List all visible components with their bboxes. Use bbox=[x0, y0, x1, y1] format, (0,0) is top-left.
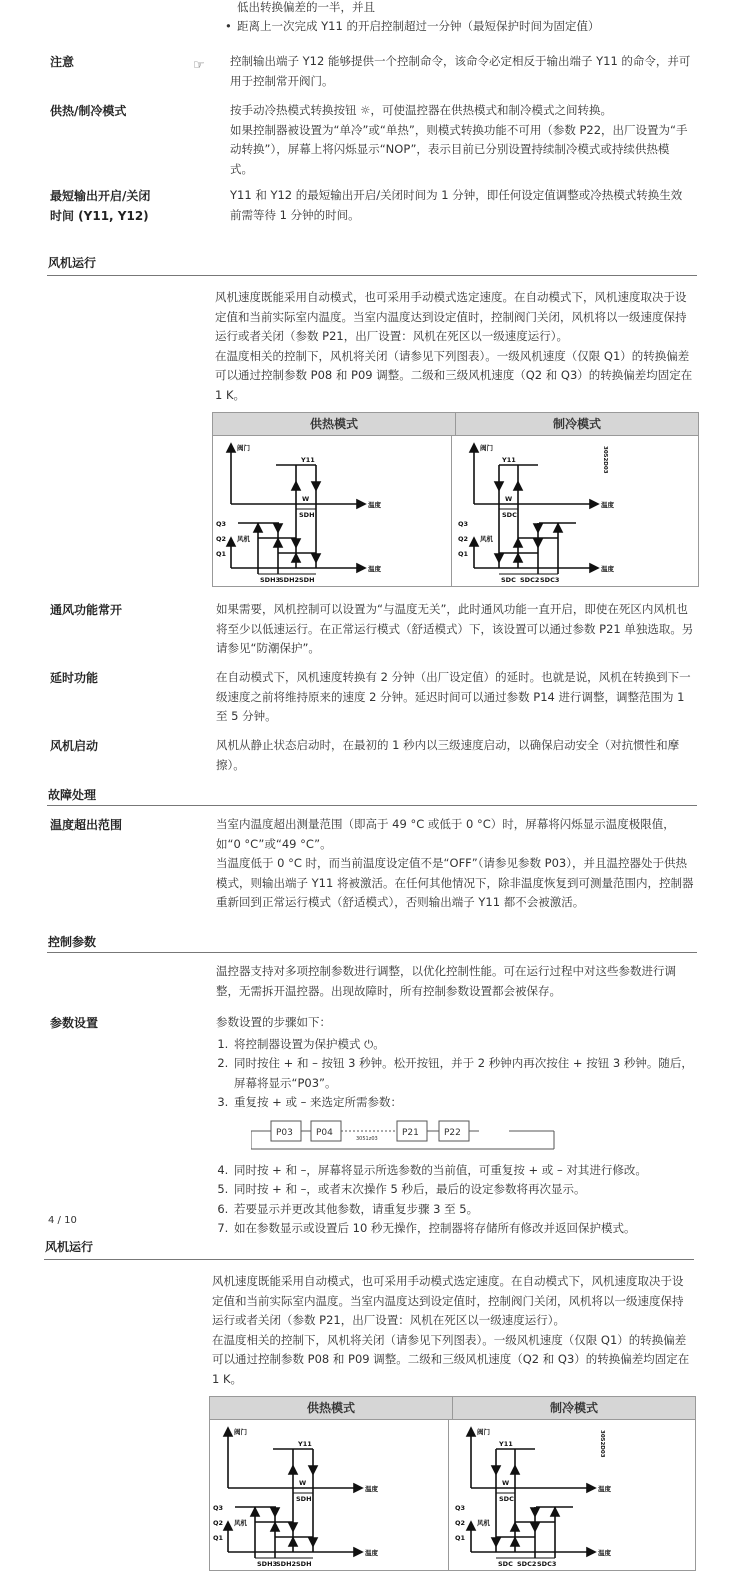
paragraph: 当室内温度超出测量范围（即高于 49 °C 或低于 0 °C）时，屏幕将闪烁显示温度极限值，如“0 °C”或“49 °C”。 bbox=[216, 817, 675, 851]
sdc-label: SDC bbox=[498, 1560, 513, 1568]
min-output-text: Y11 和 Y12 的最短输出开启/关闭时间为 1 分钟，即任何设定值调整或冷热模式转换生效前需等待 1 分钟的时间。 bbox=[230, 188, 683, 222]
temp-axis-label: 温度 bbox=[365, 1485, 378, 1493]
section-heading: 风机运行 bbox=[48, 256, 97, 270]
step: 3. 重复按 + 或 – 来选定所需参数： bbox=[232, 1093, 694, 1113]
fan-curve bbox=[235, 1507, 317, 1558]
q3-label: Q3 bbox=[458, 520, 469, 528]
sdc2-label: SDC2 bbox=[517, 1560, 537, 1568]
sdh-label: SDH bbox=[296, 1495, 312, 1503]
sdc-label: SDC bbox=[501, 576, 516, 584]
delay-text: 在自动模式下，风机速度转换有 2 分钟（出厂设定值）的延时。也就是说，风机在转换到下一级速度之前将维持原来的速度 2 分钟。延迟时间可以通过参数 P14 进行调整，调整范围为 1 至 5 分钟。 bbox=[216, 670, 691, 723]
paragraph: 风机速度既能采用自动模式，也可采用手动模式选定速度。在自动模式下，风机速度取决于设定值和当前实际室内温度。当室内温度达到设定值时，控制阀门关闭，风机将以一级速度保持运行或者关闭（参数 P21，出厂设置：风机在死区以一级速度运行）。 bbox=[212, 1274, 684, 1327]
param-p21: P21 bbox=[402, 1127, 419, 1138]
param-p22: P22 bbox=[444, 1127, 461, 1138]
param-setting-label: 参数设置 bbox=[50, 1016, 99, 1030]
page-number: 4 / 10 bbox=[48, 1215, 77, 1226]
y11-label: Y11 bbox=[301, 456, 315, 464]
temp-axis-label: 温度 bbox=[598, 1549, 611, 1557]
text: 如果控制器被设置为“单冷”或“单热”，则模式转换功能不可用（参数 P22，出厂设置为“手动转换”），屏幕上将闪烁显示“NOP”，表示目前已分别设置持续制冷模式或持续供热模式。 bbox=[230, 122, 688, 176]
temp-out-of-range-label: 温度超出范围 bbox=[50, 818, 123, 832]
sdh2-label: SDH2 bbox=[276, 1560, 297, 1568]
text: ，可使温控器在供热模式和制冷模式之间转换。 bbox=[370, 103, 612, 117]
cooling-diagram-svg bbox=[449, 1420, 695, 1570]
temp-axis-label: 温度 bbox=[598, 1485, 611, 1493]
fan-operation-text bbox=[212, 1272, 690, 1389]
step: 4. 同时按 + 和 –，屏幕将显示所选参数的当前值，可重复按 + 或 – 对其进行修改。 bbox=[232, 1161, 694, 1181]
fan-curve bbox=[238, 523, 320, 574]
y11-label: Y11 bbox=[298, 1440, 312, 1448]
heat-cool-mode-text bbox=[230, 101, 692, 179]
step: 1. 将控制器设置为保护模式 ⏻。 bbox=[232, 1035, 694, 1055]
ventilation-label: 通风功能常开 bbox=[50, 603, 123, 617]
delay-label: 延时功能 bbox=[50, 671, 99, 685]
sdc-label: SDC bbox=[502, 511, 517, 519]
temp-axis-label: 温度 bbox=[368, 501, 381, 509]
section-divider bbox=[44, 1259, 694, 1260]
sdh2-label: SDH2 bbox=[279, 576, 300, 584]
fan-start-label: 风机启动 bbox=[50, 739, 99, 753]
paragraph: 风机速度既能采用自动模式，也可采用手动模式选定速度。在自动模式下，风机速度取决于设定值和当前实际室内温度。当室内温度达到设定值时，控制阀门关闭，风机将以一级速度保持运行或者关闭（参数 P21，出厂设置：风机在死区以一级速度运行）。 bbox=[215, 290, 687, 343]
fan-start-text: 风机从静止状态启动时，在最初的 1 秒内以三级速度启动，以确保启动安全（对抗惯性和摩擦）。 bbox=[216, 738, 680, 772]
heating-diagram-svg bbox=[213, 436, 451, 586]
q1-label: Q1 bbox=[216, 550, 227, 558]
figure-code: 3052D03 bbox=[602, 446, 608, 474]
fan-axis-label: 风机 bbox=[234, 1519, 247, 1527]
ventilation-text: 如果需要，风机控制可以设置为“与温度无关”，此时通风功能一直开启，即使在死区内风机也将至少以低速运行。在正常运行模式（舒适模式）下，该设置可以通过参数 P21 单独选取。另请参见“防潮保护”。 bbox=[216, 602, 694, 655]
setpoint-w-label: W bbox=[505, 495, 513, 503]
sdc-label: SDC bbox=[499, 1495, 514, 1503]
cooling-diagram-svg bbox=[452, 436, 698, 586]
y11-label: Y11 bbox=[499, 1440, 513, 1448]
q2-label: Q2 bbox=[458, 535, 469, 543]
y11-label: Y11 bbox=[502, 456, 516, 464]
fan-axis-label: 风机 bbox=[477, 1519, 490, 1527]
temp-axis-label: 温度 bbox=[368, 565, 381, 573]
fan-operation-text bbox=[215, 288, 693, 405]
temp-axis-label: 温度 bbox=[601, 565, 614, 573]
fan-axis-label: 风机 bbox=[237, 535, 250, 543]
sdh-label: SDH bbox=[299, 511, 315, 519]
sdc3-label: SDC3 bbox=[537, 1560, 557, 1568]
text: 按手动冷热模式转换按钮 bbox=[230, 103, 361, 117]
fan-curve bbox=[495, 523, 576, 574]
sdh-label: SDH bbox=[296, 1560, 312, 1568]
section-divider bbox=[47, 275, 697, 276]
paragraph: 当温度低于 0 °C 时，而当前温度设定值不是“OFF”（请参见参数 P03），并且温控器处于供热模式，则输出端子 Y11 将被激活。在任何其他情况下，除非温度恢复到可测量范围内，控制器重新回到正常运行模式（舒适模式），否则输出端子 Y11 都不会被激活。 bbox=[216, 856, 694, 909]
label-line: 最短输出开启/关闭 bbox=[50, 189, 151, 203]
step: 7. 如在参数显示或设置后 10 秒无操作，控制器将存储所有修改并返回保护模式。 bbox=[232, 1219, 694, 1239]
valve-axis-label: 阀门 bbox=[234, 1428, 247, 1436]
q2-label: Q2 bbox=[216, 535, 227, 543]
q2-label: Q2 bbox=[455, 1519, 466, 1527]
step: 5. 同时按 + 和 –，或者末次操作 5 秒后，最后的设定参数将再次显示。 bbox=[232, 1180, 694, 1200]
cooling-mode-header: 制冷模式 bbox=[549, 1401, 598, 1415]
pointing-hand-icon: ☞ bbox=[193, 58, 205, 73]
setpoint-w-label: W bbox=[299, 1479, 307, 1487]
continuation-line: 低出转换偏差的一半，并且 bbox=[237, 0, 375, 14]
heating-mode-diagram bbox=[213, 436, 452, 586]
q3-label: Q3 bbox=[213, 1504, 224, 1512]
q3-label: Q3 bbox=[216, 520, 227, 528]
min-output-label bbox=[50, 186, 150, 226]
step: 2. 同时按住 + 和 – 按钮 3 秒钟。松开按钮，并于 2 秒钟内再次按住 + 按钮 3 秒钟。随后，屏幕将显示“P03”。 bbox=[232, 1054, 694, 1093]
parameter-flow-diagram bbox=[216, 1113, 694, 1161]
heating-mode-header: 供热模式 bbox=[213, 413, 456, 435]
cooling-mode-diagram bbox=[449, 1420, 695, 1570]
step: 6. 若要显示并更改其他参数，请重复步骤 3 至 5。 bbox=[232, 1200, 694, 1220]
sdh-label: SDH bbox=[299, 576, 315, 584]
note-label: 注意 bbox=[50, 55, 75, 69]
valve-axis-label: 阀门 bbox=[480, 444, 493, 452]
q1-label: Q1 bbox=[213, 1534, 224, 1542]
sdc3-label: SDC3 bbox=[540, 576, 560, 584]
section-divider bbox=[47, 805, 697, 806]
temp-axis-label: 温度 bbox=[601, 501, 614, 509]
paragraph: 在温度相关的控制下，风机将关闭（请参见下列图表）。一级风机速度（仅限 Q1）的转换偏差可以通过控制参数 P08 和 P09 调整。二级和三级风机速度（Q2 和 Q3）的转换偏差均固定在 1 K。 bbox=[215, 348, 693, 402]
setpoint-w-label: W bbox=[302, 495, 310, 503]
steps-intro: 参数设置的步骤如下： bbox=[216, 1015, 331, 1029]
section-divider bbox=[47, 952, 697, 953]
param-setting-steps bbox=[216, 1013, 694, 1239]
mode-switch-icon: ☼ bbox=[360, 103, 371, 117]
label-line: 时间 (Y11, Y12) bbox=[50, 209, 149, 223]
heat-cool-mode-label: 供热/制冷模式 bbox=[50, 104, 127, 118]
section-heading: 故障处理 bbox=[48, 788, 97, 802]
heating-diagram-svg bbox=[210, 1420, 448, 1570]
param-p04: P04 bbox=[316, 1127, 333, 1138]
sdh3-label: SDH3 bbox=[257, 1560, 278, 1568]
fan-operation-section-repeat bbox=[0, 1238, 747, 1568]
q3-label: Q3 bbox=[455, 1504, 466, 1512]
cooling-mode-header: 制冷模式 bbox=[552, 417, 601, 431]
temp-axis-label: 温度 bbox=[365, 1549, 378, 1557]
bullet-item: • 距离上一次完成 Y11 的开启控制超过一分钟（最短保护时间为固定值） bbox=[237, 17, 699, 37]
heating-mode-diagram bbox=[210, 1420, 449, 1570]
q2-label: Q2 bbox=[213, 1519, 224, 1527]
temp-out-of-range-text bbox=[216, 815, 694, 913]
note-text: 控制输出端子 Y12 能够提供一个控制命令，该命令必定相反于输出端子 Y11 的命令，并可用于控制常开阀门。 bbox=[230, 54, 691, 88]
figure-code: 3051z03 bbox=[356, 1135, 378, 1142]
fan-operation-section bbox=[0, 254, 750, 589]
control-params-intro: 温控器支持对多项控制参数进行调整，以优化控制性能。可在运行过程中对这些参数进行调整，无需拆开温控器。出现故障时，所有控制参数设置都会被保存。 bbox=[216, 964, 676, 998]
param-p03: P03 bbox=[276, 1127, 293, 1138]
mode-diagram-table bbox=[209, 1396, 696, 1571]
cooling-mode-diagram bbox=[452, 436, 698, 586]
setpoint-w-label: W bbox=[502, 1479, 510, 1487]
figure-code: 3052D03 bbox=[599, 1430, 605, 1458]
valve-axis-label: 阀门 bbox=[477, 1428, 490, 1436]
valve-axis-label: 阀门 bbox=[237, 444, 250, 452]
q1-label: Q1 bbox=[458, 550, 469, 558]
mode-diagram-table bbox=[212, 412, 699, 587]
sdh3-label: SDH3 bbox=[260, 576, 281, 584]
fan-axis-label: 风机 bbox=[480, 535, 493, 543]
section-heading: 控制参数 bbox=[48, 935, 97, 949]
q1-label: Q1 bbox=[455, 1534, 466, 1542]
sdc2-label: SDC2 bbox=[520, 576, 540, 584]
fan-curve bbox=[492, 1507, 573, 1558]
paragraph: 在温度相关的控制下，风机将关闭（请参见下列图表）。一级风机速度（仅限 Q1）的转换偏差可以通过控制参数 P08 和 P09 调整。二级和三级风机速度（Q2 和 Q3）的转换偏差均固定在 1 K。 bbox=[212, 1332, 690, 1386]
heating-mode-header: 供热模式 bbox=[210, 1397, 453, 1419]
section-heading: 风机运行 bbox=[45, 1240, 94, 1254]
